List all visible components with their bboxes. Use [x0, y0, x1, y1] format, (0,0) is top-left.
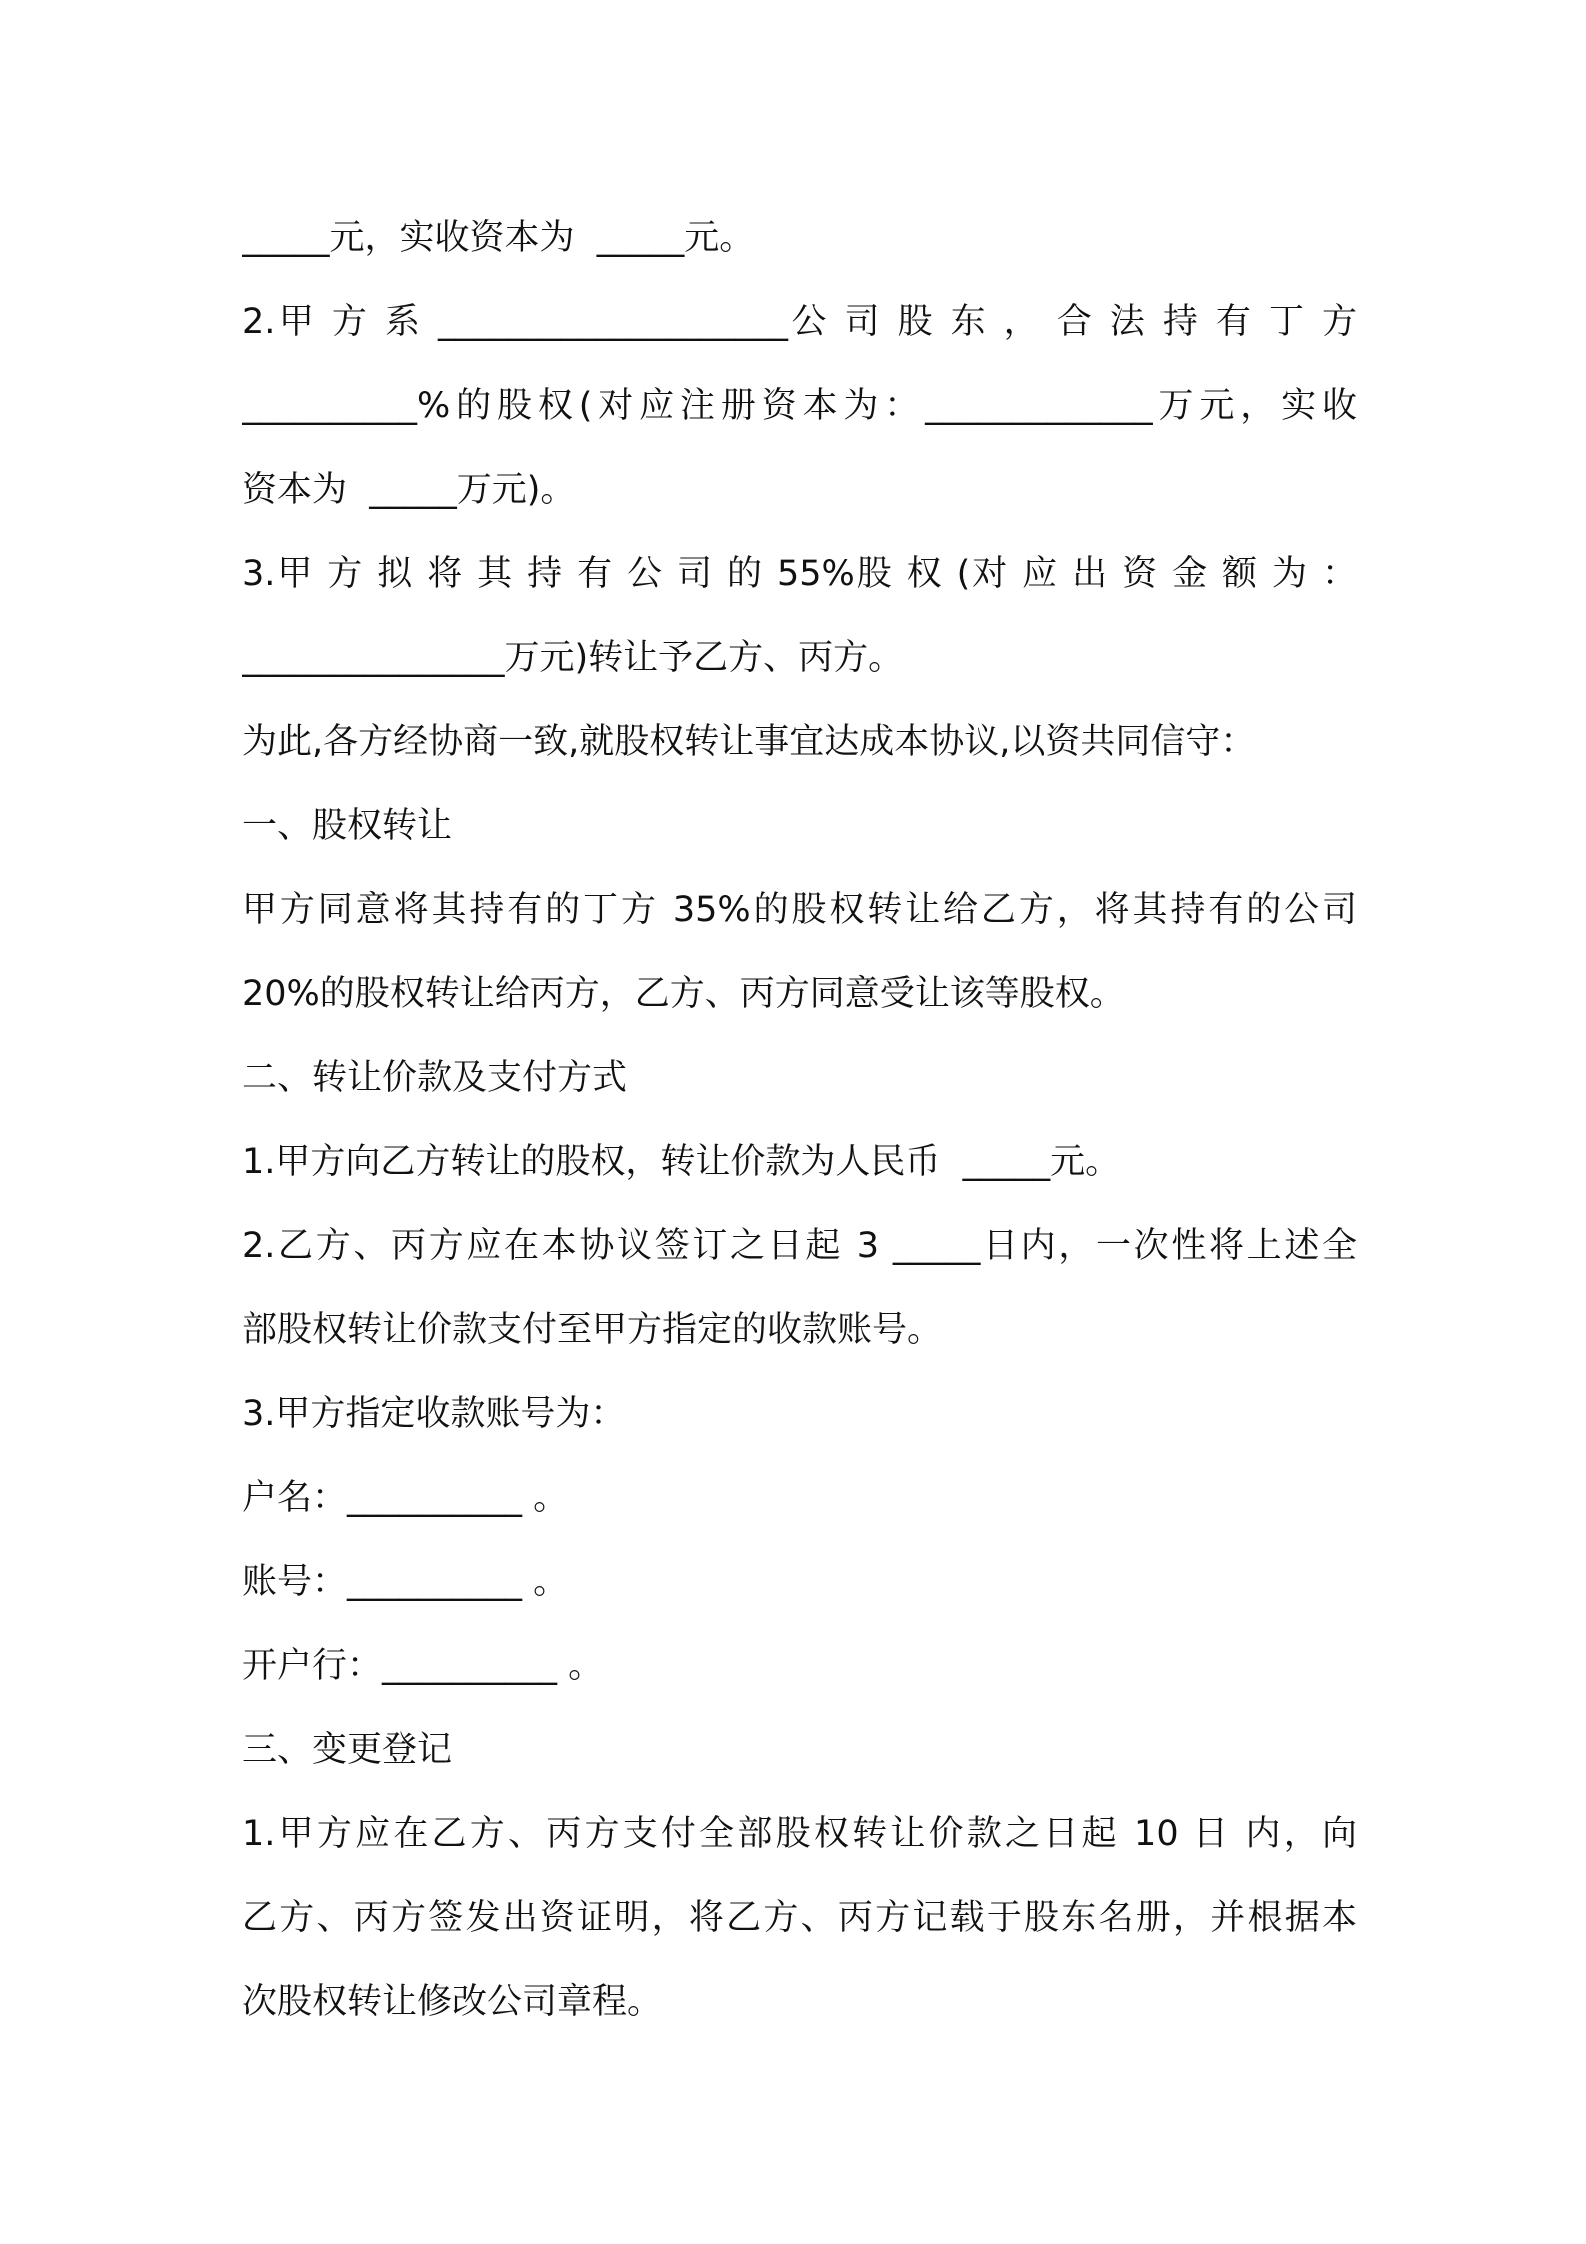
- text-line: 1.甲方应在乙方、丙方支付全部股权转让价款之日起 10 日 内，向: [242, 1814, 1357, 1854]
- text-line: 为此,各方经协商一致,就股权转让事宜达成本协议,以资共同信守：: [242, 722, 1256, 762]
- text-line: 3.甲方指定收款账号为：: [242, 1394, 626, 1434]
- text-line: 20%的股权转让给丙方，乙方、丙方同意受让该等股权。: [242, 974, 1125, 1014]
- text-line: 1.甲方向乙方转让的股权，转让价款为人民币 _____元。: [242, 1142, 1121, 1182]
- document-page: [242, 196, 1357, 2044]
- text-line: _____元，实收资本为 _____元。: [242, 218, 755, 258]
- text-line: 次股权转让修改公司章程。: [242, 1982, 663, 2022]
- text-line: 3.甲 方 拟 将 其 持 有 公 司 的 55%股 权 (对 应 出 资 金 额 为 ：: [242, 554, 1357, 594]
- text-line: _______________万元)转让予乙方、丙方。: [242, 638, 904, 678]
- text-line: 资本为 _____万元)。: [242, 470, 576, 510]
- account-number-line: 账号：__________ 。: [242, 1562, 569, 1602]
- account-name-line: 户名：__________ 。: [242, 1478, 569, 1518]
- text-line: __________%的股权(对应注册资本为：_____________万元，实收: [242, 386, 1357, 426]
- bank-line: 开户行：__________ 。: [242, 1646, 604, 1686]
- section-heading: 一、股权转让: [242, 806, 453, 846]
- section-heading: 二、转让价款及支付方式: [242, 1058, 628, 1098]
- text-line: 2.乙方、丙方应在本协议签订之日起 3 _____日内，一次性将上述全: [242, 1226, 1357, 1266]
- text-line: 2.甲 方 系 ____________________公 司 股 东 ， 合 法 持 有 丁 方: [242, 302, 1357, 342]
- section-heading: 三、变更登记: [242, 1730, 453, 1770]
- text-line: 甲方同意将其持有的丁方 35%的股权转让给乙方，将其持有的公司: [242, 890, 1357, 930]
- text-line: 乙方、丙方签发出资证明，将乙方、丙方记载于股东名册，并根据本: [242, 1898, 1357, 1938]
- text-line: 部股权转让价款支付至甲方指定的收款账号。: [242, 1310, 943, 1350]
